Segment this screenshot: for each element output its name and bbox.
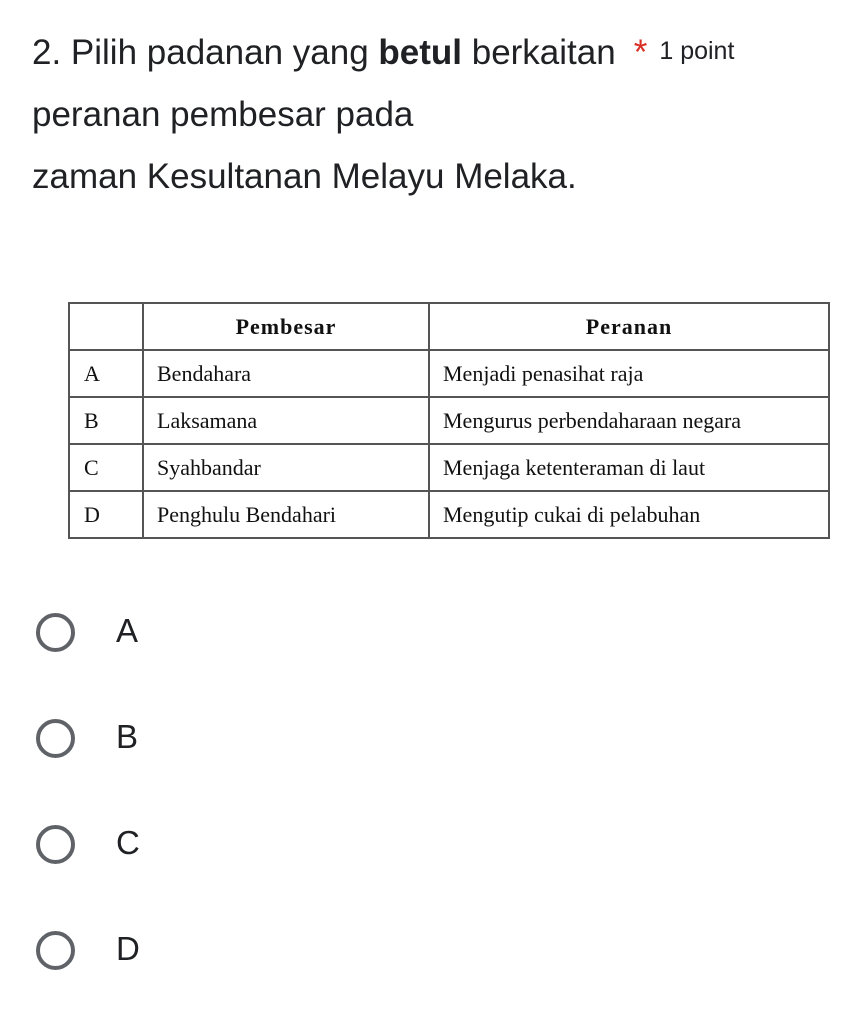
row-pembesar: Syahbandar: [143, 444, 429, 491]
table-header-row: [69, 303, 829, 350]
question-text: [32, 20, 852, 208]
row-letter: A: [69, 350, 143, 397]
question-line-1: [32, 20, 852, 84]
radio-button-c[interactable]: [36, 825, 75, 864]
option-label-b: B: [116, 718, 139, 755]
table-row: [69, 491, 829, 538]
table-row: [69, 350, 829, 397]
row-pembesar: Laksamana: [143, 397, 429, 444]
roles-table: [68, 302, 830, 539]
radio-button-a[interactable]: [36, 613, 75, 652]
row-peranan: Menjaga ketenteraman di laut: [429, 444, 829, 491]
row-letter: B: [69, 397, 143, 444]
question-line-3: zaman Kesultanan Melayu Melaka.: [32, 157, 577, 196]
question-line-2: peranan pembesar pada: [32, 95, 414, 134]
radio-button-b[interactable]: [36, 719, 75, 758]
row-pembesar: Bendahara: [143, 350, 429, 397]
radio-button-d[interactable]: [36, 931, 75, 970]
option-c[interactable]: [36, 817, 140, 923]
row-peranan: Mengurus perbendaharaan negara: [429, 397, 829, 444]
row-peranan: Mengutip cukai di pelabuhan: [429, 491, 829, 538]
table-header-pembesar: Pembesar: [143, 303, 429, 350]
option-b[interactable]: [36, 711, 140, 817]
option-label-a: A: [116, 612, 139, 649]
question-suffix: berkaitan: [462, 33, 616, 72]
row-letter: D: [69, 491, 143, 538]
table-row: [69, 397, 829, 444]
required-asterisk: *: [633, 33, 648, 72]
row-letter: C: [69, 444, 143, 491]
question-emphasis: betul: [378, 33, 462, 72]
option-d[interactable]: [36, 923, 140, 1029]
option-a[interactable]: [36, 605, 140, 711]
option-label-c: C: [116, 824, 140, 861]
table-header-letter: [69, 303, 143, 350]
table-row: [69, 444, 829, 491]
question-prefix: 2. Pilih padanan yang: [32, 33, 379, 72]
table-header-peranan: Peranan: [429, 303, 829, 350]
row-pembesar: Penghulu Bendahari: [143, 491, 429, 538]
row-peranan: Menjadi penasihat raja: [429, 350, 829, 397]
option-label-d: D: [116, 930, 140, 967]
answer-options: [36, 605, 140, 1029]
points-label: 1 point: [659, 37, 735, 65]
